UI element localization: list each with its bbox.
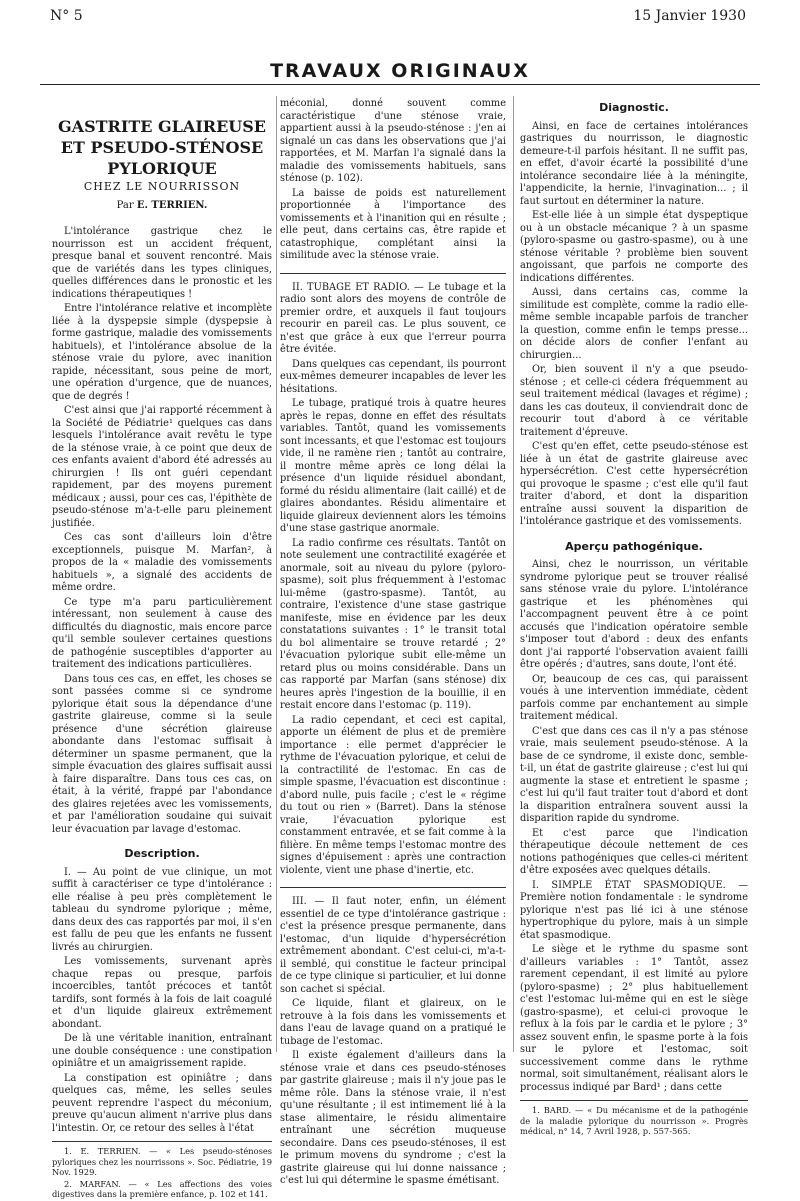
footnote-rule (52, 1141, 272, 1142)
paragraph: La radio confirme ces résultats. Tantôt on note seulement une contractilité exagérée et anormale, soit au niveau du pylore (pyloro-spasme), soit plus fréquemment à l'estomac lui-même (gastro-spasme). Tantôt, au contraire, l'existence d'une stase gastrique manifeste, mise en évidence par les deux constatations suivantes : 1° le transit total du bol alimentaire se trouve retardé ; 2° l'évacuation pylorique subit elle-même un retard plus ou moins considérable. Dans un cas rapporté par Marfan (sans sténose) dix heures après l'ingestion de la bouillie, il en restait encore dans l'estomac (p. 119). (280, 537, 506, 711)
header-rule (40, 84, 760, 85)
paragraph: Entre l'intolérance relative et incomplète liée à la dyspepsie simple (dyspepsie à forme gastrique, maladie des vomissements habituels), et l'intolérance absolue de la sténose vraie du pylore, avec inanition rapide, nécessitant, sous peine de mort, une opération d'urgence, que de nuances, que de degrés ! (52, 303, 272, 402)
paragraph: Il existe également d'ailleurs dans la sténose vraie et dans ces pseudo-sténoses par gastrite glaireuse ; mais il n'y joue pas le même rôle. Dans la sténose vraie, il n'est qu'une résultante ; il est intimement lié à la stase alimentaire, le résidu alimentaire entraînant une sécrétion muqueuse secondaire. Dans ces pseudo-sténoses, il est le primum movens du syndrome ; c'est la gastrite glaireuse qui lui donne naissance ; c'est lui qui détermine le spasme émétisant. (280, 1050, 506, 1186)
paragraph: De là une véritable inanition, entraînant une double conséquence : une constipation opiniâtre et un amaigrissement rapide. (52, 1033, 272, 1069)
section-title: TRAVAUX ORIGINAUX (270, 60, 530, 82)
column-1 (52, 98, 272, 1201)
paragraph: Aussi, dans certains cas, comme la similitude est complète, comme la radio elle-même semble incapable parfois de trancher la question, comme enfin le temps presse... on décide alors de confier l'enfant au chirurgien... (520, 287, 748, 361)
paragraph: III. — Il faut noter, enfin, un élément essentiel de ce type d'intolérance gastrique : c'est la présence presque permanente, dans l'estomac, d'un liquide d'hypersécrétion extrêmement abondant. C'est celui-ci, m'a-t-il semblé, qui constitue le facteur principal de ce type clinique si particulier, et lui donne son cachet si spécial. (280, 896, 506, 995)
column-3 (520, 98, 748, 1138)
paragraph: Le tubage, pratiqué trois à quatre heures après le repas, donne en effet des résultats variables. Tantôt, quand les vomissements sont incessants, et que l'estomac est toujours vide, il ne ramène rien ; tantôt au contraire, il montre même après ce long délai la présence d'un liquide résiduel abondant, formé du résidu alimentaire (lait caillé) et de glaires abondantes. Résidu alimentaire et liquide glaireux deviennent alors les témoins d'une stase gastrique anormale. (280, 398, 506, 534)
footnote: 2. MARFAN. — « Les affections des voies digestives dans la première enfance, p. 102 et 141. (52, 1178, 272, 1199)
paragraph: I. — Au point de vue clinique, un mot suffit à caractériser ce type d'intolérance : elle réalise à peu près complètement le tableau du syndrome pylorique ; même, dans deux des cas rapportés par moi, il s'en est fallu de peu que les enfants ne fussent livrés au chirurgien. (52, 866, 272, 953)
footnote: 1. E. TERRIEN. — « Les pseudo-sténoses pyloriques chez les nourrissons ». Soc. Pédiatrie, 19 Nov. 1929. (52, 1146, 272, 1177)
paragraph: Or, beaucoup de ces cas, qui paraissent voués à une intervention immédiate, cèdent parfois comme par enchantement au simple traitement médical. (520, 673, 748, 722)
paragraph: L'intolérance gastrique chez le nourrisson est un accident fréquent, presque banal et souvent rencontré. Mais que de variétés dans les types cliniques, quelles différences dans le pronostic et les indications thérapeutiques ! (52, 226, 272, 300)
title-line-2: ET PSEUDO-STÉNOSE PYLORIQUE (60, 138, 264, 178)
diagnostic-heading: Diagnostic. (599, 101, 669, 114)
paragraph: Est-elle liée à un simple état dyspeptique ou à un obstacle mécanique ? à un spasme (pyloro-spasme ou gastro-spasme), ou à une sténose véritable ? problème bien souvent angoissant, que parfois ne comporte des indications différentes. (520, 210, 748, 284)
pathogenie-heading: Aperçu pathogénique. (565, 539, 703, 553)
paragraph: Ces cas sont d'ailleurs loin d'être exceptionnels, puisque M. Marfan², à propos de la « maladie des vomissements habituels », a signalé des accidents de même ordre. (52, 532, 272, 593)
paragraph: Or, bien souvent il n'y a que pseudo-sténose ; et celle-ci cédera fréquemment au seul traitement médical (lavages et régime) ; dans les cas douteux, il conviendrait donc de recourir tout d'abord à ce véritable traitement d'épreuve. (520, 364, 748, 438)
author-prefix: Par (116, 199, 134, 211)
paragraph: C'est qu'en effet, cette pseudo-sténose est liée à un état de gastrite glaireuse avec hypersécrétion. C'est cette hypersécrétion qui provoque le spasme ; c'est elle qu'il faut traiter d'abord, et dont la disparition entraîne aussi souvent la disparition de l'intolérance gastrique et des vomissements. (520, 441, 748, 527)
article-title (52, 116, 272, 179)
column-2 (280, 98, 506, 1190)
paragraph: C'est ainsi que j'ai rapporté récemment à la Société de Pédiatrie¹ quelques cas dans lesquels l'intolérance avait revêtu le type de la sténose vraie, à ce point que deux de ces enfants avaient d'abord été adressés au chirurgien ! Ils ont guéri cependant rapidement, par des moyens purement médicaux ; aussi, pour ces cas, l'épithète de pseudo-sténose m'a-t-elle paru pleinement justifiée. (52, 405, 272, 529)
paragraph: Dans quelques cas cependant, ils pourront eux-mêmes demeurer incapables de lever les hésitations. (280, 358, 506, 395)
paragraph: Dans tous ces cas, en effet, les choses se sont passées comme si ce syndrome pylorique était sous la dépendance d'une gastrite glaireuse, comme si la seule présence d'une sécrétion glaireuse abondante dans l'estomac suffisait à déterminer un spasme permanent, que la simple évacuation des glaires suffisait aussi à faire disparaître. Dans tous ces cas, on était, à la vérité, frappé par l'abondance des glaires rejetées avec les vomissements, et par l'amélioration soudaine qui suivait leur évacuation par lavage d'estomac. (52, 673, 272, 835)
paragraph: Les vomissements, survenant après chaque repas ou presque, parfois incoercibles, tantôt précoces et tantôt tardifs, sont formés à la fois de lait coagulé et d'un liquide glaireux extrêmement abondant. (52, 956, 272, 1030)
paragraph: C'est que dans ces cas il n'y a pas sténose vraie, mais seulement pseudo-sténose. A la base de ce syndrome, il existe donc, semble-t-il, un état de gastrite glaireuse ; c'est lui qui augmente la stase et entretient le spasme ; c'est lui qu'il faut traiter tout d'abord et dont la disparition entraînera souvent aussi la disparition rapide du syndrome. (520, 725, 749, 824)
paragraph: II. TUBAGE ET RADIO. — Le tubage et la radio sont alors des moyens de contrôle de premier ordre, et auxquels il faut toujours recourir en pareil cas. Le plus souvent, ce n'est que grâce à eux que l'erreur pourra être évitée. (280, 281, 506, 355)
column-divider-1 (276, 96, 277, 1052)
paragraph: Ce liquide, filant et glaireux, on le retrouve à la fois dans les vomissements et dans l'eau de lavage quand on a pratiqué le tubage de l'estomac. (280, 998, 506, 1047)
issue-date: 15 Janvier 1930 (633, 8, 746, 24)
description-heading: Description. (124, 847, 200, 860)
paragraph: méconial, donné souvent comme caractéristique d'une sténose vraie, appartient aussi à la pseudo-sténose : j'en ai signalé un cas dans les observations que j'ai rapportées, et M. Marfan l'a signalé dans la maladie des vomissements habituels, sans sténose (p. 102). (280, 98, 506, 184)
paragraph: La constipation est opiniâtre ; dans quelques cas, même, les selles seules peuvent reprendre l'aspect du méconium, preuve qu'aucun aliment n'arrive plus dans l'intestin. Or, ce retour des selles à l'état (52, 1072, 272, 1134)
paragraph: Ainsi, chez le nourrisson, un véritable syndrome pylorique peut se trouver réalisé sans sténose vraie du pylore. L'intolérance gastrique et les phénomènes qui l'accompagnent peuvent être à ce point accusés que l'indication opératoire semble s'imposer tout d'abord : deux des enfants dont j'ai rapporté l'observation avaient failli être opérés ; d'autres, sans doute, l'ont été. (520, 559, 748, 670)
section-divider (280, 887, 506, 888)
footnote-rule (520, 1100, 748, 1101)
author-name: E. TERRIEN. (136, 199, 208, 211)
paragraph: Le siège et le rythme du spasme sont d'ailleurs variables : 1° Tantôt, assez rarement cependant, il est limité au pylore (pyloro-spasme) ; 2° plus habituellement c'est l'estomac lui-même qui en est le siège (gastro-spasme), et celui-ci provoque le reflux à la fois par le cardia et le pylore ; 3° assez souvent enfin, le spasme porte à la fois sur le pylore et l'estomac, soit successivement comme dans le rythme normal, soit simultanément, réalisant alors le processus indiqué par Bard¹ ; dans cette (520, 944, 748, 1093)
column-divider-2 (513, 96, 514, 1052)
paragraph: La baisse de poids est naturellement proportionnée à l'importance des vomissements et à l'inanition qui en résulte ; elle peut, dans certains cas, être rapide et catastrophique, complétant ainsi la similitude avec la sténose vraie. (280, 187, 506, 261)
paragraph: Et c'est parce que l'indication thérapeutique découle nettement de ces notions pathogéniques que celles-ci méritent d'être exposées avec quelques détails. (520, 827, 748, 876)
paragraph: Ce type m'a paru particulièrement intéressant, non seulement à cause des difficultés du diagnostic, mais encore parce qu'il semble soulever certaines questions de pathogénie susceptibles d'apporter au traitement des indications particulières. (52, 596, 272, 670)
article-subtitle: CHEZ LE NOURRISSON (83, 180, 241, 193)
article-author (52, 200, 272, 213)
paragraph: La radio cependant, et ceci est capital, apporte un élément de plus et de première importance : elle permet d'apprécier le rythme de l'évacuation pylorique, et celui de la contractilité de l'estomac. En cas de simple spasme, l'évacuation est discontinue : d'abord nulle, puis facile ; c'est le « régime du tout ou rien » (Barret). Dans la sténose vraie, l'évacuation pylorique est constamment entravée, et se fait comme à la filière. En même temps l'estomac montre des signes d'épuisement : après une contraction violente, vient une phase d'inertie, etc. (280, 714, 506, 876)
paragraph: Ainsi, en face de certaines intolérances gastriques du nourrisson, le diagnostic demeure-t-il parfois hésitant. Il ne suffit pas, en effet, d'avoir écarté la possibilité d'une intolérance secondaire liée à la méningite, l'appendicite, la hernie, l'invagination... ; il faut surtout en déterminer la nature. (520, 120, 748, 207)
section-divider (280, 273, 506, 274)
title-line-1: GASTRITE GLAIREUSE (58, 117, 266, 136)
paragraph: I. SIMPLE ÉTAT SPASMODIQUE. — Première notion fondamentale : le syndrome pylorique n'est pas lié ici à une sténose hypertrophique du pylore, mais à un simple état spasmodique. (520, 879, 748, 941)
footnote: 1. BARD. — « Du mécanisme et de la pathogénie de la maladie pylorique du nourrisson ». Progrès médical, n° 14, 7 Avril 1928, p. 557-565. (520, 1105, 748, 1136)
page-number: N° 5 (50, 8, 83, 24)
